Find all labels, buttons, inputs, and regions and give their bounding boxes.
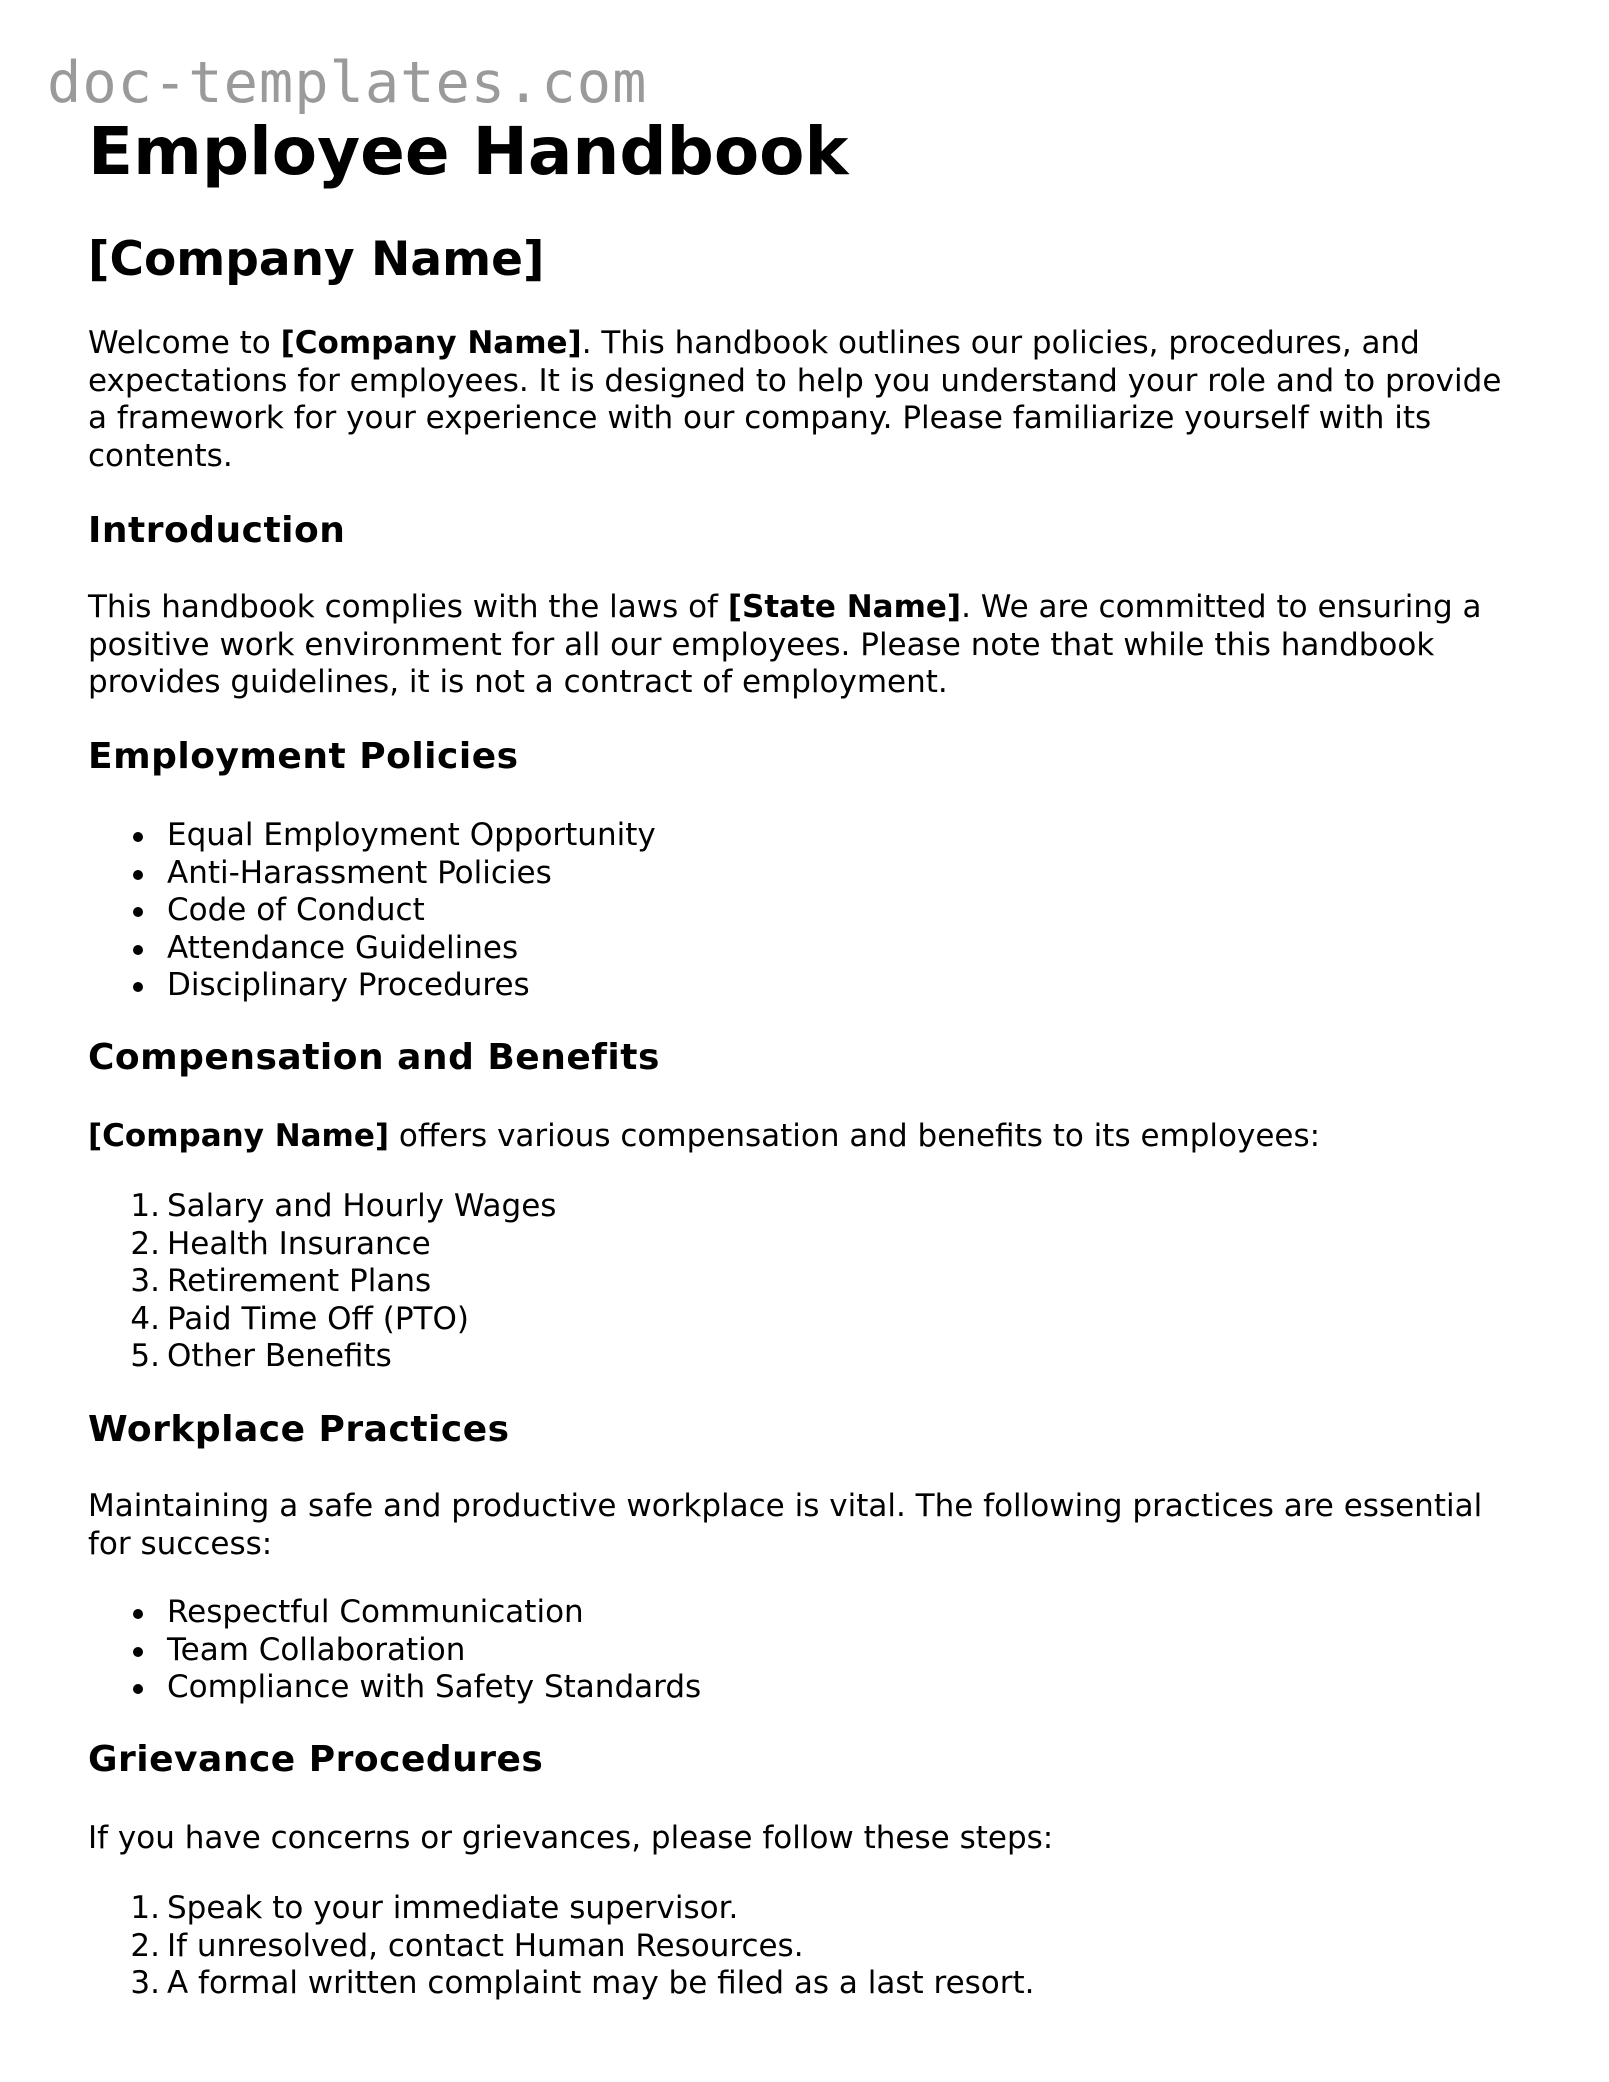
workplace-practices-list	[88, 1594, 701, 1707]
list-item: Code of Conduct	[88, 892, 656, 930]
intro-text-pre: This handbook complies with the laws of	[88, 589, 728, 625]
introduction-heading: Introduction	[88, 510, 346, 551]
intro-text-post: . We are committed to ensuring a positive work environment for all our employees. Please note that while this handbook provides guidelines, it is not a contract of employment.	[88, 589, 1482, 700]
list-item: Equal Employment Opportunity	[88, 817, 656, 855]
document-page	[88, 110, 1528, 2001]
grievance-steps-list	[88, 1890, 1035, 2003]
grievance-paragraph: If you have concerns or grievances, please follow these steps:	[88, 1820, 1054, 1856]
employment-policies-list	[88, 817, 656, 1005]
company-name-heading: [Company Name]	[88, 232, 545, 287]
list-item: Attendance Guidelines	[88, 930, 656, 968]
list-item: 1. Speak to your immediate supervisor.	[130, 1890, 739, 1926]
list-item: 2. If unresolved, contact Human Resources.	[130, 1927, 804, 1964]
workplace-paragraph: Maintaining a safe and productive workplace is vital. The following practices are essential for success:	[88, 1488, 1483, 1562]
list-item: 1. Salary and Hourly Wages	[130, 1188, 557, 1224]
list-item: Compliance with Safety Standards	[88, 1669, 701, 1707]
grievance-procedures-heading: Grievance Procedures	[88, 1739, 544, 1780]
welcome-text-pre: Welcome to	[88, 325, 281, 361]
list-item: Anti-Harassment Policies	[88, 855, 656, 893]
compensation-list	[88, 1188, 556, 1376]
intro-state-name: [State Name]	[727, 589, 962, 625]
compensation-paragraph	[88, 1118, 1528, 1156]
list-item: 2. Health Insurance	[130, 1225, 431, 1262]
watermark: doc-templates.com	[47, 50, 648, 116]
welcome-company-name: [Company Name]	[280, 325, 582, 361]
list-item: 3. A formal written complaint may be filed as a last resort.	[130, 1965, 1035, 2001]
list-item: Team Collaboration	[88, 1632, 701, 1670]
list-item: Disciplinary Procedures	[88, 967, 656, 1005]
workplace-practices-heading: Workplace Practices	[88, 1409, 510, 1450]
list-item: 4. Paid Time Off (PTO)	[130, 1300, 469, 1337]
list-item: Respectful Communication	[88, 1594, 701, 1632]
introduction-paragraph	[88, 589, 1528, 702]
welcome-text-post: . This handbook outlines our policies, procedures, and expectations for employees. It is designed to help you understand your role and to provide a framework for your experience with our company. Please familiarize yourself with its contents.	[88, 325, 1502, 474]
list-item: 3. Retirement Plans	[130, 1263, 432, 1299]
compensation-heading: Compensation and Benefits	[88, 1037, 660, 1078]
employment-policies-heading: Employment Policies	[88, 736, 519, 777]
list-item: 5. Other Benefits	[130, 1338, 392, 1374]
compensation-text: offers various compensation and benefits to its employees:	[389, 1118, 1321, 1154]
welcome-paragraph	[88, 325, 1528, 475]
page-title: Employee Handbook	[88, 113, 849, 190]
compensation-company-name: [Company Name]	[88, 1118, 390, 1154]
